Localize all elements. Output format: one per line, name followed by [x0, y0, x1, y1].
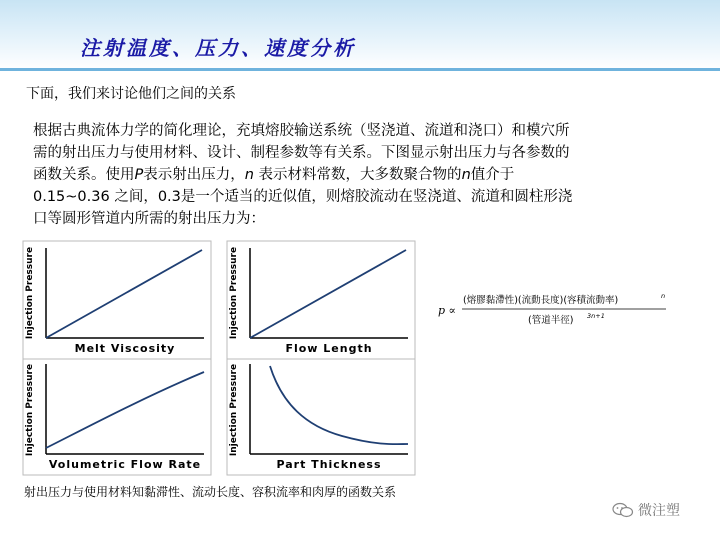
y-axis-label: Injection Pressure — [25, 246, 35, 340]
para-text: 函数关系。使用 — [33, 167, 135, 183]
para-line-5: 口等圆形管道内所需的射出压力为： — [33, 211, 265, 227]
x-axis-label: Volumetric Flow Rate — [48, 458, 202, 471]
symbol-p: P — [134, 167, 144, 183]
figure-caption: 射出压力与使用材料知黏滞性、流动长度、容积流率和肉厚的函数关系 — [24, 485, 397, 499]
body-paragraph — [33, 120, 703, 230]
symbol-n: n — [461, 167, 471, 183]
y-axis-label: Injection Pressure — [25, 363, 35, 457]
plot-part-thickness — [226, 358, 416, 480]
symbol-n: n — [244, 167, 254, 183]
formula-denominator-exponent: 3n+1 — [587, 312, 605, 320]
intro-text: 下面，我们来讨论他们之间的关系 — [26, 86, 236, 102]
formula-denominator: (管道半徑) — [528, 315, 574, 326]
para-line-3 — [33, 164, 703, 186]
pressure-formula — [438, 290, 678, 330]
y-axis-label: Injection Pressure — [229, 363, 239, 457]
x-axis-label: Melt Viscosity — [74, 342, 176, 355]
formula-numerator: (熔膠黏滯性)(流動長度)(容積流動率) — [463, 295, 619, 306]
formula-numerator-exponent: n — [661, 292, 666, 300]
watermark — [612, 500, 680, 520]
plot-melt-viscosity — [22, 240, 212, 364]
watermark-text: 微注塑 — [638, 503, 680, 519]
para-text: 表示射出压力， — [143, 167, 245, 183]
para-line-1: 根据古典流体力学的简化理论，充填熔胶输送系统（竖浇道、流道和浇口）和模穴所 — [33, 123, 570, 139]
plot-volumetric-flow-rate — [22, 358, 212, 480]
page-title: 注射温度、压力、速度分析 — [80, 36, 356, 60]
formula-lhs: p ∝ — [438, 304, 456, 317]
para-text: 值介于 — [470, 167, 515, 183]
x-axis-label: Flow Length — [285, 342, 373, 355]
para-line-2: 需的射出压力与使用材料、设计、制程参数等有关系。下图显示射出压力与各参数的 — [33, 145, 570, 161]
y-axis-label: Injection Pressure — [229, 246, 239, 340]
plot-flow-length — [226, 240, 416, 364]
x-axis-label: Part Thickness — [276, 458, 382, 471]
para-line-4: 0.15~0.36 之间，0.3是一个适当的近似值，则熔胶流动在竖浇道、流道和圆柱形浇 — [33, 189, 573, 205]
wechat-icon — [612, 502, 634, 518]
title-divider — [0, 68, 720, 71]
para-text: 表示材料常数，大多数聚合物的 — [253, 167, 462, 183]
